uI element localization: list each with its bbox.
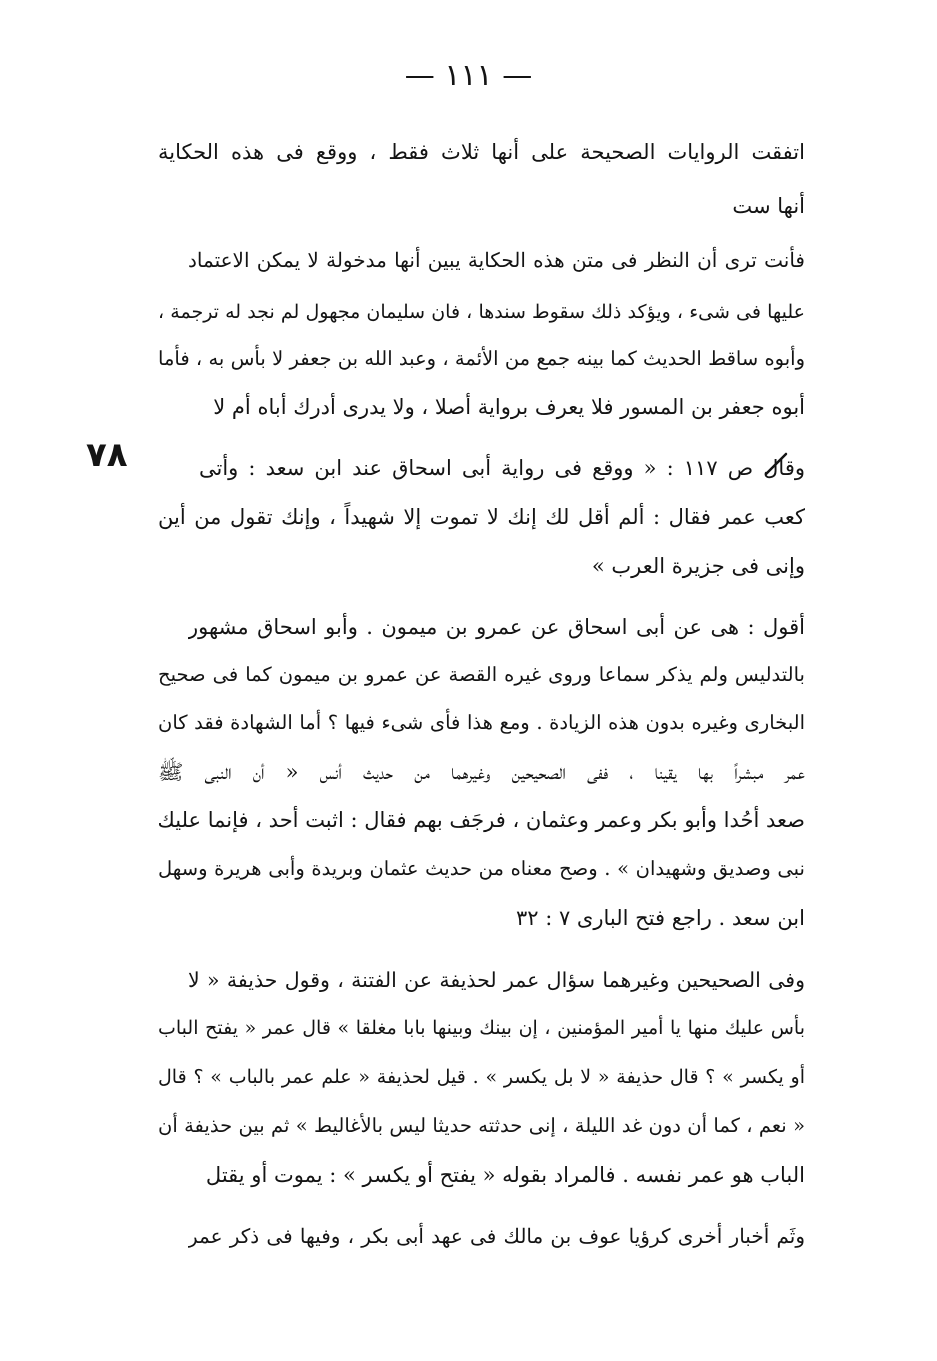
text-line: ابن سعد . راجع فتح البارى ٧ : ٣٢ (515, 906, 805, 930)
text-line: عمر مبشراً بها يقينا ، ففى الصحيحين وغيرهما من حديث أنس « أن النبى ﷺ (158, 760, 805, 784)
text-line: وفى الصحيحين وغيرهما سؤال عمر لحذيفة عن الفتنة ، وقول حذيفة « لا (188, 968, 805, 992)
text-line: أو يكسر » ؟ قال حذيفة « لا بل يكسر » . قيل لحذيفة « علم عمر بالباب » ؟ قال (158, 1066, 805, 1088)
text-line: بالتدليس ولم يذكر سماعا وروى غيره القصة عن عمرو بن ميمون كما فى صحيح (158, 663, 805, 686)
text-line: كعب عمر فقال : ألم أقل لك إنك لا تموت إلا شهيداً ، وإنك تقول من أين (158, 505, 805, 529)
text-line: نبى وصديق وشهيدان » . وصح معناه من حديث عثمان وبريدة وأبى هريرة وسهل (158, 857, 805, 880)
text-line: وأبوه ساقط الحديث كما بينه جمع من الأئمة ، وعبد الله بن جعفر لا بأس به ، فأما (158, 347, 805, 370)
text-line: وقال ص ١١٧ : « ووقع فى رواية أبى اسحاق عند ابن سعد : وأتى (199, 456, 805, 480)
text-line: وثَم أخبار أخرى كرؤيا عوف بن مالك فى عهد أبى بكر ، وفيها فى ذكر عمر (188, 1224, 805, 1248)
text-line: وإنى فى جزيرة العرب » (591, 554, 805, 578)
text-line: فأنت ترى أن النظر فى متن هذه الحكاية يبين أنها مدخولة لا يمكن الاعتماد (188, 248, 805, 272)
text-line: صعد أحُدا وأبو بكر وعمر وعثمان ، فرجَف بهم فقال : اثبت أحد ، فإنما عليك (158, 808, 805, 832)
text-line: عليها فى شىء ، ويؤكد ذلك سقوط سندها ، فان سليمان مجهول لم نجد له ترجمة ، (158, 301, 805, 323)
margin-note: ٧٨ (86, 435, 128, 475)
text-line: الباب هو عمر نفسه . فالمراد بقوله « يفتح أو يكسر » : يموت أو يقتل (205, 1163, 805, 1187)
text-line: « نعم ، كما أن دون غد الليلة ، إنى حدثته حديثا ليس بالأغاليط » ثم بين حذيفة أن (158, 1114, 805, 1137)
text-line: بأس عليك منها يا أمير المؤمنين ، إن بينك وبينها بابا مغلقا » قال عمر « يفتح الباب (158, 1017, 805, 1039)
text-line: البخارى وغيره بدون هذه الزيادة . ومع هذا فأى شىء فيها ؟ أما الشهادة فقد كان (158, 711, 805, 734)
text-line: اتفقت الروايات الصحيحة على أنها ثلاث فقط ، ووقع فى هذه الحكاية (158, 140, 805, 164)
text-line: أقول : هى عن أبى اسحاق عن عمرو بن ميمون . وأبو اسحاق مشهور (188, 615, 805, 639)
text-line: أنها ست (732, 194, 805, 218)
text-line: أبوه جعفر بن المسور فلا يعرف برواية أصلا ، ولا يدرى أدرك أباه أم لا (213, 395, 805, 419)
page-number: — ١١١ — (404, 58, 533, 93)
